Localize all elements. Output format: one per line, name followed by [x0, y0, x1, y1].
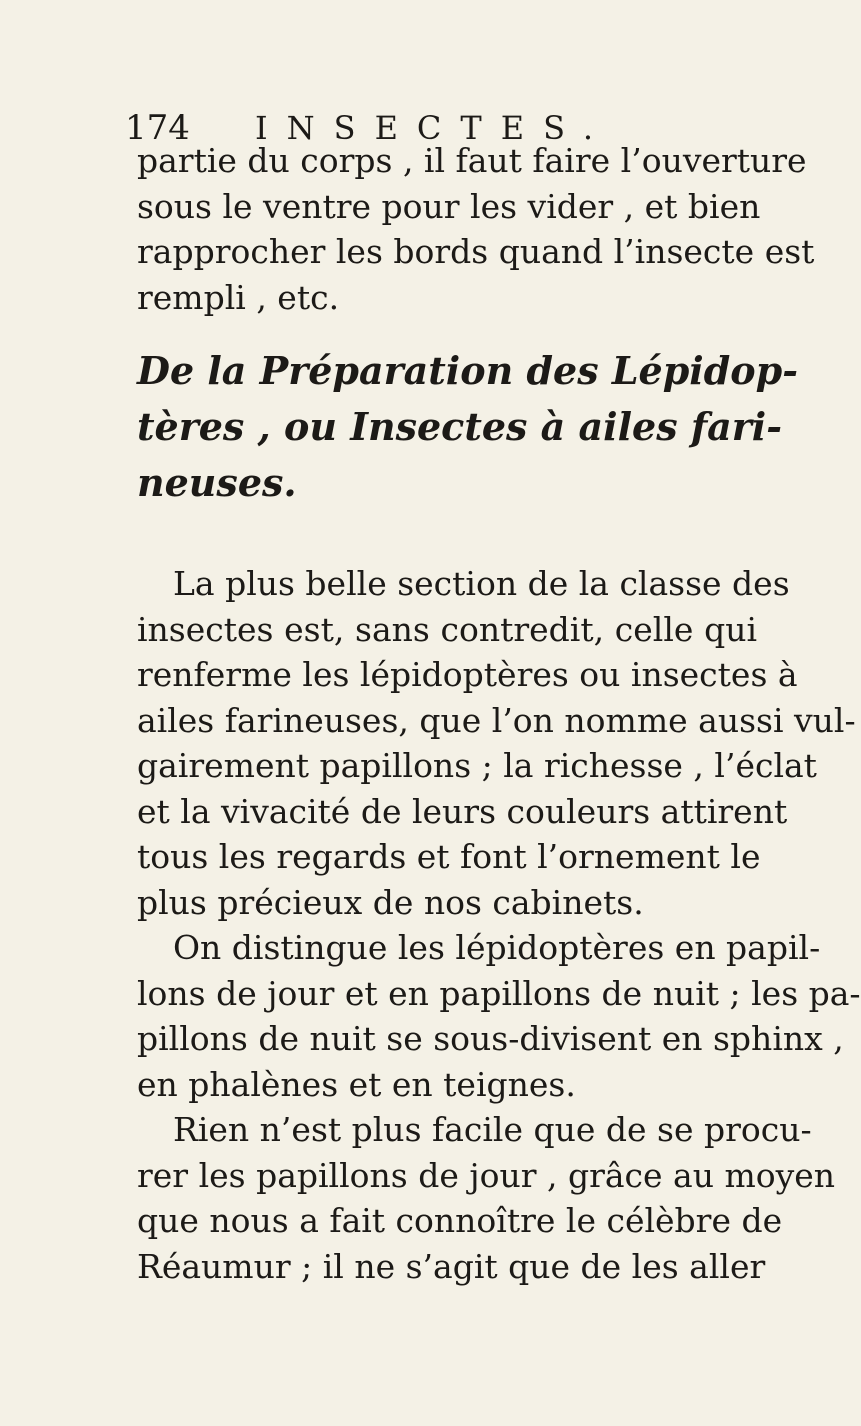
text-line: gairement papillons ; la richesse , l’éclat: [137, 746, 817, 785]
text-line: insectes est, sans contredit, celle qui: [137, 609, 757, 649]
text-line: et la vivacité de leurs couleurs attirent: [137, 791, 788, 831]
text-line: Réaumur ; il ne s’agit que de les aller: [137, 1246, 766, 1286]
text-line: sous le ventre pour les vider , et bien: [137, 186, 761, 226]
heading-line: tères , ou Insectes à ailes fari-: [137, 404, 783, 449]
text-line: rempli , etc.: [137, 277, 340, 317]
text-line: ailes farineuses, que l’on nomme aussi vul-: [137, 700, 856, 740]
section-body: [137, 561, 861, 1289]
text-line: Rien n’est plus facile que de se procu-: [173, 1110, 812, 1149]
text-line: On distingue les lépidoptères en papil-: [173, 928, 821, 967]
paragraph-continuation: [137, 138, 815, 320]
heading-line: De la Préparation des Lépidop-: [137, 348, 798, 393]
section-heading: [137, 343, 798, 511]
text-line: plus précieux de nos cabinets.: [137, 882, 644, 922]
text-line: partie du corps , il faut faire l’ouverture: [137, 141, 807, 180]
text-line: lons de jour et en papillons de nuit ; les pa-: [137, 973, 861, 1013]
text-line: en phalènes et en teignes.: [137, 1064, 576, 1104]
text-line: rapprocher les bords quand l’insecte est: [137, 232, 815, 271]
text-line: rer les papillons de jour , grâce au moyen: [137, 1155, 836, 1195]
page-number: 174: [125, 108, 190, 148]
text-line: que nous a fait connoître le célèbre de: [137, 1201, 783, 1240]
running-head: INSECTES.: [255, 109, 613, 147]
text-line: tous les regards et font l’ornement le: [137, 837, 761, 876]
text-line: La plus belle section de la classe des: [173, 564, 790, 603]
text-line: renferme les lépidoptères ou insectes à: [137, 655, 798, 694]
text-line: pillons de nuit se sous-divisent en sphinx ,: [137, 1019, 844, 1058]
heading-line: neuses.: [137, 460, 297, 505]
